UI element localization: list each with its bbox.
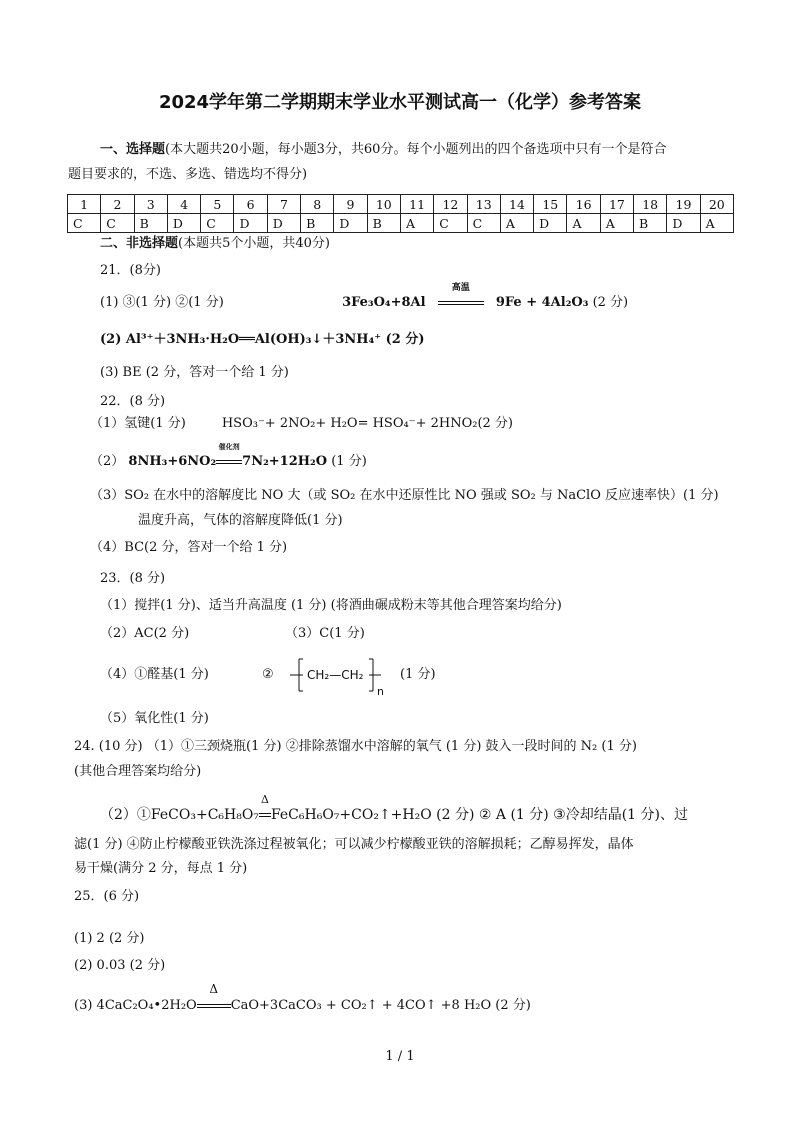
question-number-cell: 13 [467, 195, 500, 214]
question-number-cell: 19 [667, 195, 700, 214]
answer-cell: B [134, 214, 167, 233]
q23-part1: （1）搅拌(1 分)、适当升高温度 (1 分) (将酒曲碾成粉末等其他合理答案均给分) [100, 598, 562, 613]
question-number-cell: 20 [700, 195, 733, 214]
q25-part1: (1) 2 (2 分) [74, 931, 145, 946]
q23-part2: （2）AC(2 分) [100, 626, 190, 641]
q24-p2-label: （2）① [100, 807, 151, 823]
q25-part2: (2) 0.03 (2 分) [74, 958, 166, 973]
answer-cell: C [68, 214, 101, 233]
question-number-cell: 2 [101, 195, 134, 214]
answer-cell: D [667, 214, 700, 233]
q24-eq-lhs: FeCO₃+C₆H₈O₇ [150, 807, 259, 823]
q22-part1 [90, 415, 513, 433]
q21-p1a: (1) ③(1 分) ②(1 分) [100, 295, 224, 310]
question-number-cell: 6 [234, 195, 267, 214]
q22-p1a: （1）氢键(1 分) [90, 416, 186, 431]
page-number: 1 / 1 [385, 1049, 415, 1064]
q21-part3: (3) BE (2 分，答对一个给 1 分) [100, 365, 289, 380]
q25-head: 25．(6 分) [74, 889, 140, 904]
q23-part4: （4）①醛基(1 分) [100, 667, 209, 682]
q24-eq-sign [259, 793, 271, 824]
question-number-cell: 9 [334, 195, 367, 214]
q21-part2: (2) Al³⁺＋3NH₃·H₂O══Al(OH)₃↓＋3NH₄⁺ (2 分) [100, 332, 425, 347]
question-number-cell: 14 [500, 195, 533, 214]
polyethylene-structure [285, 653, 395, 701]
q24-eq-cond: Δ [260, 793, 269, 806]
q25-eq-rhs: CaO+3CaCO₃ + CO₂↑ + 4CO↑ +8 H₂O (2 分) [230, 998, 531, 1013]
q24-head: 24. (10 分) （1）①三颈烧瓶(1 分) ②排除蒸馏水中溶解的氧气 (1 分) 鼓入一段时间的 N₂ (1 分) [74, 739, 637, 754]
polymer-n: n [377, 685, 384, 698]
q22-part3: （3）SO₂ 在水中的溶解度比 NO 大（或 SO₂ 在水中还原性比 NO 强或 SO₂ 与 NaClO 反应速率快）(1 分) [90, 488, 719, 503]
q22-eq-score: (1 分) [331, 454, 367, 469]
q24-eq-rhs: FeC₆H₆O₇+CO₂↑+H₂O (2 分) ② A (1 分) ③冷却结晶(1 分)、过 [270, 807, 689, 823]
q23-part5: （5）氧化性(1 分) [100, 711, 209, 726]
q23-part3: （3）C(1 分) [285, 626, 365, 641]
answer-cell: A [500, 214, 533, 233]
question-number-cell: 11 [400, 195, 433, 214]
answer-row [68, 214, 734, 233]
q24-part2b: 滤(1 分) ④防止柠檬酸亚铁洗涤过程被氧化；可以减少柠檬酸亚铁的溶解损耗；乙醇易挥发，晶体 [74, 837, 634, 852]
q22-head: 22．(8 分) [100, 394, 166, 409]
q25-part3 [74, 982, 531, 1015]
q21-eq-rhs: 9Fe + 4Al₂O₃ [495, 295, 589, 310]
polymer-formula: CH₂—CH₂ [307, 668, 364, 682]
question-number-cell: 8 [301, 195, 334, 214]
answer-cell: C [467, 214, 500, 233]
q21-eq-score: (2 分) [592, 295, 629, 310]
q25-eq-lhs: (3) 4CaC₂O₄•2H₂O [74, 998, 197, 1013]
question-number-cell: 12 [434, 195, 467, 214]
answer-cell: A [700, 214, 733, 233]
answer-table [67, 194, 734, 233]
q23-head: 23．(8 分) [100, 571, 166, 586]
answer-cell: D [334, 214, 367, 233]
answer-cell: D [534, 214, 567, 233]
answer-cell: D [234, 214, 267, 233]
answer-cell: B [367, 214, 400, 233]
q22-part4: （4）BC(2 分，答对一个给 1 分) [90, 540, 288, 555]
question-number-cell: 18 [634, 195, 667, 214]
section2-heading: 二、非选择题 [100, 236, 179, 251]
answer-cell: D [267, 214, 300, 233]
q22-eq-cond: 催化剂 [218, 442, 240, 451]
question-number-cell: 15 [534, 195, 567, 214]
q25-eq-cond: Δ [209, 982, 219, 996]
section1-desc2: 题目要求的，不选、多选、错选均不得分) [68, 167, 308, 182]
q24-part2 [100, 793, 689, 824]
section1-line1 [100, 141, 666, 159]
q25-eq-sign [197, 982, 231, 1015]
q21-head: 21．(8分) [100, 263, 161, 278]
q22-p1b: HSO₃⁻+ 2NO₂+ H₂O= HSO₄⁻+ 2HNO₂(2 分) [221, 416, 513, 431]
q21-eq-lhs: 3Fe₃O₄+8Al [342, 295, 426, 310]
q23-part4b: ② [262, 667, 274, 682]
q24-part2c: 易干燥(满分 2 分，每点 1 分) [74, 861, 248, 876]
section2-desc: (本题共5个小题，共40分) [178, 236, 330, 251]
question-number-cell: 3 [134, 195, 167, 214]
q22-part3b: 温度升高，气体的溶解度降低(1 分) [138, 513, 343, 528]
answer-cell: C [101, 214, 134, 233]
question-number-cell: 5 [201, 195, 234, 214]
question-number-cell: 1 [68, 195, 101, 214]
section1-heading: 一、选择题 [100, 142, 166, 157]
q21-eq-cond: 高温 [451, 283, 470, 293]
q21-part1 [100, 283, 629, 312]
question-number-cell: 4 [167, 195, 200, 214]
q21-eq-sign [438, 283, 484, 312]
section1-desc: (本大题共20小题，每小题3分，共60分。每个小题列出的四个备选项中只有一个是符合 [165, 142, 667, 157]
q22-part2 [90, 442, 367, 471]
answer-cell: B [301, 214, 334, 233]
question-number-cell: 16 [567, 195, 600, 214]
answer-cell: C [201, 214, 234, 233]
page-title: 2024学年第二学期期末学业水平测试高一（化学）参考答案 [158, 92, 642, 113]
question-number-cell: 7 [267, 195, 300, 214]
q22-p2-label: （2） [90, 454, 125, 469]
answer-cell: B [634, 214, 667, 233]
q23-part4-score: (1 分) [400, 667, 436, 682]
answer-cell: A [400, 214, 433, 233]
q24-head2: (其他合理答案均给分) [74, 764, 202, 779]
answer-cell: A [567, 214, 600, 233]
question-number-cell: 17 [600, 195, 633, 214]
q22-eq-sign [216, 442, 242, 471]
question-number-row [68, 195, 734, 214]
answer-cell: D [167, 214, 200, 233]
q22-eq-rhs: 7N₂+12H₂O [242, 454, 328, 469]
q22-eq-lhs: 8NH₃+6NO₂ [128, 454, 217, 469]
answer-cell: A [600, 214, 633, 233]
question-number-cell: 10 [367, 195, 400, 214]
answer-cell: C [434, 214, 467, 233]
section2-line [100, 235, 330, 253]
